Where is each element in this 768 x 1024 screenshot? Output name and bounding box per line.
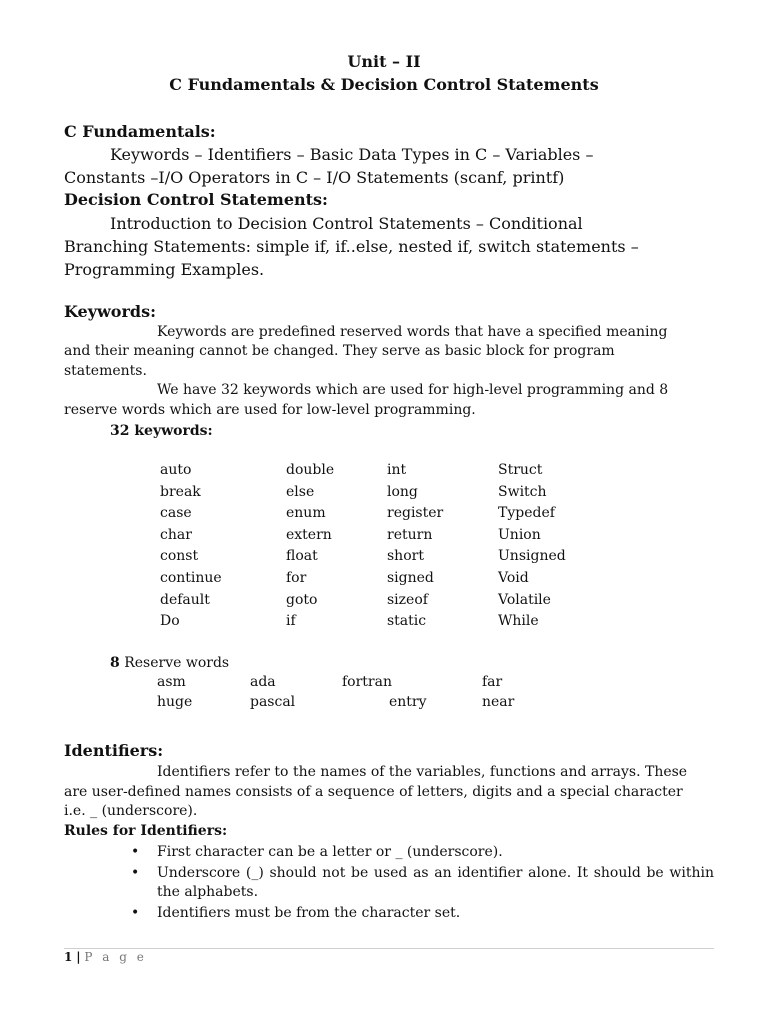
decision-line1: Introduction to Decision Control Statements – Conditional: [110, 214, 583, 233]
keyword-cell: Unsigned: [498, 548, 566, 565]
reserve-word-cell: ada: [250, 674, 276, 690]
keywords-para2-line1: We have 32 keywords which are used for high-level programming and 8: [157, 382, 669, 398]
keywords-count-label: 32 keywords:: [110, 423, 213, 439]
keyword-cell: default: [160, 591, 210, 608]
keyword-cell: continue: [160, 570, 222, 586]
decision-heading: Decision Control Statements:: [64, 190, 328, 209]
identifiers-para-line1: Identifiers refer to the names of the variables, functions and arrays. These: [157, 764, 688, 780]
c-fundamentals-line2: Constants –I/O Operators in C – I/O Statements (scanf, printf): [64, 168, 565, 187]
keyword-cell: Typedef: [498, 505, 555, 522]
keyword-cell: extern: [286, 526, 332, 543]
keyword-cell: Struct: [498, 462, 543, 478]
footer-divider: [64, 948, 714, 949]
page-separator: |: [76, 950, 81, 964]
rule-item: • Underscore (_) should not be used as an identifier alone. It should be within the alphabets.: [131, 864, 714, 900]
rule-item: • Identifiers must be from the character set.: [131, 904, 714, 924]
decision-line3: Programming Examples.: [64, 260, 265, 279]
keywords-para2-line2: reserve words which are used for low-level programming.: [64, 402, 476, 418]
keyword-cell: int: [387, 462, 407, 478]
decision-line2: Branching Statements: simple if, if..else, nested if, switch statements –: [64, 237, 639, 256]
keyword-cell: double: [286, 462, 335, 478]
identifiers-para-line3: i.e. _ (underscore).: [64, 803, 198, 819]
keyword-cell: if: [286, 613, 296, 630]
reserve-word-cell: fortran: [342, 674, 392, 690]
keyword-cell: enum: [286, 505, 326, 522]
reserve-word-cell: pascal: [250, 694, 296, 710]
keyword-cell: Void: [498, 570, 529, 586]
keywords-heading: Keywords:: [64, 302, 157, 321]
reserve-words-label: [110, 655, 229, 671]
keyword-cell: Union: [498, 526, 541, 543]
rules-list: [131, 843, 714, 924]
page-footer: [64, 950, 147, 964]
page-label: P a g e: [84, 950, 147, 964]
keyword-cell: float: [286, 548, 318, 565]
keyword-cell: goto: [286, 591, 318, 608]
identifiers-heading: Identifiers:: [64, 741, 164, 760]
keywords-para1-line1: Keywords are predefined reserved words that have a specified meaning: [157, 324, 668, 340]
keyword-cell: char: [160, 526, 192, 543]
keyword-cell: static: [387, 613, 427, 630]
keyword-cell: long: [387, 483, 418, 500]
keyword-cell: Volatile: [498, 591, 551, 608]
keyword-cell: break: [160, 483, 201, 500]
rules-heading: Rules for Identifiers:: [64, 823, 228, 839]
reserve-word-cell: huge: [157, 694, 193, 710]
identifiers-para-line2: are user-defined names consists of a sequence of letters, digits and a special character: [64, 784, 683, 800]
keyword-cell: else: [286, 483, 315, 500]
keyword-cell: Switch: [498, 483, 547, 500]
reserve-word-cell: near: [482, 694, 515, 710]
keywords-para1-line3: statements.: [64, 363, 147, 379]
page-number: 1: [64, 950, 73, 964]
rule-item: • First character can be a letter or _ (underscore).: [131, 843, 714, 863]
keyword-cell: const: [160, 548, 199, 565]
keyword-cell: signed: [387, 570, 434, 586]
keyword-cell: case: [160, 505, 192, 522]
keyword-cell: sizeof: [387, 591, 428, 608]
keyword-cell: for: [286, 570, 307, 586]
reserve-word-cell: entry: [389, 694, 427, 710]
keyword-cell: Do: [160, 613, 180, 630]
unit-title: Unit – II: [347, 52, 421, 71]
reserve-words-count: 8: [110, 655, 120, 671]
keyword-cell: return: [387, 526, 433, 543]
c-fundamentals-heading: C Fundamentals:: [64, 122, 216, 141]
keyword-cell: register: [387, 505, 444, 522]
keywords-para1-line2: and their meaning cannot be changed. They serve as basic block for program: [64, 343, 615, 359]
keyword-cell: auto: [160, 462, 192, 478]
keyword-cell: While: [498, 613, 539, 630]
bullet-icon: •: [131, 864, 140, 881]
page-title: C Fundamentals & Decision Control Statements: [169, 75, 599, 94]
keyword-cell: short: [387, 548, 424, 565]
bullet-icon: •: [131, 844, 140, 860]
bullet-icon: •: [131, 904, 140, 921]
reserve-word-cell: far: [482, 674, 503, 690]
reserve-word-cell: asm: [157, 674, 186, 690]
reserve-words-text: Reserve words: [124, 655, 230, 671]
c-fundamentals-line1: Keywords – Identifiers – Basic Data Types in C – Variables –: [110, 145, 594, 164]
